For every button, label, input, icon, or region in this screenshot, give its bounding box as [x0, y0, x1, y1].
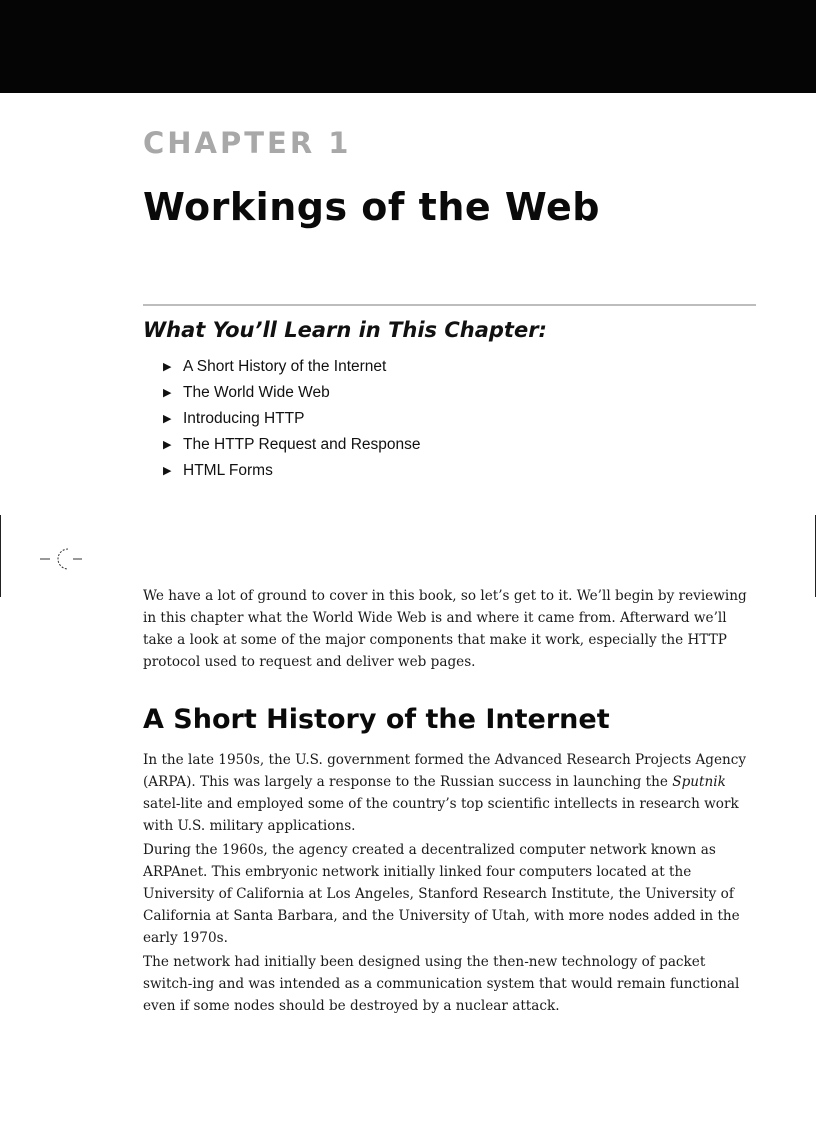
chapter-label: CHAPTER 1	[143, 126, 352, 160]
list-item-label: A Short History of the Internet	[183, 358, 387, 375]
list-item-label: HTML Forms	[183, 462, 273, 479]
list-item-label: The HTTP Request and Response	[183, 436, 421, 453]
list-item-label: The World Wide Web	[183, 384, 330, 401]
section-heading: A Short History of the Internet	[143, 704, 610, 735]
chapter-title: Workings of the Web	[143, 185, 600, 229]
divider-rule	[143, 304, 756, 306]
header-band	[0, 0, 816, 93]
paragraph-text: In the late 1950s, the U.S. government formed the Advanced Research Projects Agency (ARPA). This was largely a response to the Russian success in launching the	[143, 752, 747, 790]
italic-term: Sputnik	[672, 774, 726, 790]
list-item	[163, 432, 421, 458]
triangle-bullet-icon: ▶	[163, 438, 172, 451]
list-item	[163, 354, 421, 380]
triangle-bullet-icon: ▶	[163, 386, 172, 399]
paragraph-text: satel-lite and employed some of the country’s top scientific intellects in research work with U.S. military applications.	[143, 796, 739, 834]
list-item	[163, 458, 421, 484]
margin-line-left	[0, 515, 1, 597]
learn-heading: What You’ll Learn in This Chapter:	[143, 318, 547, 342]
list-item	[163, 380, 421, 406]
triangle-bullet-icon: ▶	[163, 360, 172, 373]
list-item-label: Introducing HTTP	[183, 410, 305, 427]
paragraph-arpa	[143, 749, 758, 837]
paragraph-packet-switching: The network had initially been designed using the then-new technology of packet switch-ing and was intended as a communication system that would remain functional even if some nodes should be destroyed by a nuclear attack.	[143, 954, 740, 1014]
registration-mark-icon	[40, 546, 86, 572]
paragraph-arpanet: During the 1960s, the agency created a decentralized computer network known as ARPAnet. This embryonic network initially linked four computers located at the University of California at Los Angeles, Stanford Research Institute, the University of California at Santa Barbara, and the University of Utah, with more nodes added in the early 1970s.	[143, 842, 740, 946]
learn-list	[163, 354, 421, 484]
intro-paragraph: We have a lot of ground to cover in this book, so let’s get to it. We’ll begin by reviewing in this chapter what the World Wide Web is and where it came from. Afterward we’ll take a look at some of the major components that make it work, especially the HTTP protocol used to request and deliver web pages.	[143, 588, 747, 670]
triangle-bullet-icon: ▶	[163, 412, 172, 425]
list-item	[163, 406, 421, 432]
triangle-bullet-icon: ▶	[163, 464, 172, 477]
